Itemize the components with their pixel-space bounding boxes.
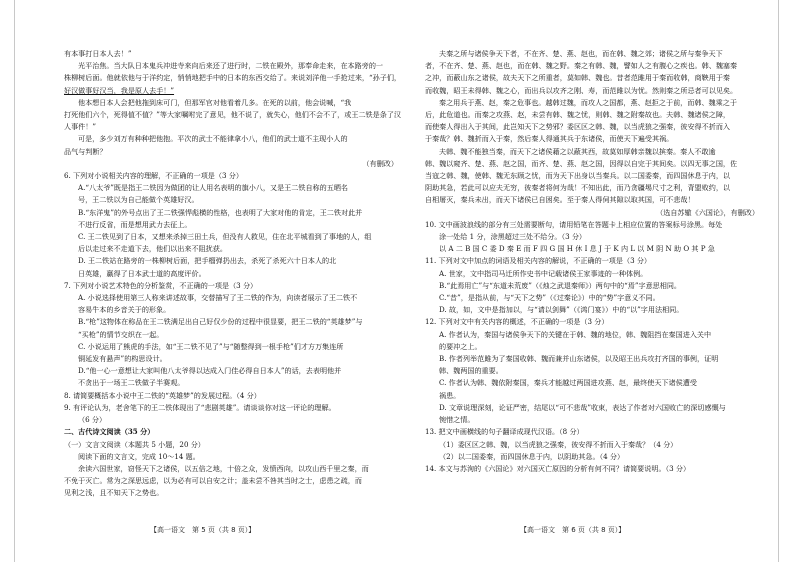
scan-edge-left: [14, 0, 15, 562]
text-line: 容易牛本的乡音关于的形象。: [78, 305, 171, 315]
text-line: 余读六国世家，窃怪天下之诸侯，以五倍之地，十倍之众，发愤西向，以攻山西千里之秦，而: [78, 463, 369, 473]
text-line: 不贪出于一场王二铁做子半赛观。: [78, 378, 185, 388]
text-line: 祸患。: [439, 390, 461, 400]
text-line: B. 作者列举范雎为了秦国收韩、魏而兼并山东诸侯，以及昭王出兵攻打齐国的事例，证明: [439, 354, 719, 364]
text-line: 可是，多少刘万有种种把他抱。平次的武士不能律拿小八，他们的武士道不主现小人的: [78, 134, 348, 144]
text-line: （2）以二国委秦，而四国休息于内，以阴助其急。（4 分）: [439, 451, 625, 461]
text-line: （有删改）: [362, 158, 398, 168]
text-line: A. 作者认为，秦国与诸侯争天下的关键在于韩、魏的地位，韩、魏阻挡在秦国进入关中: [439, 329, 712, 339]
text-line: 韩、魏两国的重要。: [439, 366, 503, 376]
text-line: 于秦哉？韩、魏折而入于秦，然后秦人得通其兵于东诸侯，而使天下遍受其祸。: [425, 134, 674, 144]
text-line: 好汉做事好汉当，我是原人去手！”: [64, 85, 175, 95]
text-line: 12. 下列对文中有关内容的概述，不正确的一项是（3 分）: [425, 317, 609, 327]
text-line: （6 分）: [78, 415, 107, 425]
text-line: 13. 把文中画横线的句子翻译成现代汉语。（8 分）: [425, 427, 584, 437]
text-line: 6. 下列对小说相关内容的理解，不正确的一项是（3 分）: [64, 171, 243, 181]
text-line: C. 小说运用了熊虎的手法，如“王二铁不见了”与“随整得到一根手枪”们才方万集连所: [78, 341, 344, 351]
text-line: 日英雄，赢得了日本武士道的高度评价。: [78, 268, 206, 278]
text-line: （1）委区区之韩、魏，以当虎狼之强秦，彼安得不折而入于秦哉？（4 分）: [439, 439, 678, 449]
text-line: B.“东洋鬼”的外号点出了王二铁强悍彪横的性格，也表明了大家对他的肯定，王二铁对此并: [78, 207, 363, 217]
text-line: 不进行反省，而是想用武力去征上。: [78, 219, 192, 229]
text-line: 7. 下列对小说艺术特色的分析鉴赏，不正确的一项是（3 分）: [64, 280, 258, 290]
text-line: 阅读下面的文言文，完成 10～14 题。: [78, 451, 200, 461]
text-line: 二、古代诗文阅读（35 分）: [64, 427, 155, 437]
text-line: D. 王二铁站在路旁的一株柳树后面，把手榴弹扔出去，杀死了杀死六十日本人的北: [78, 256, 337, 266]
text-line: （选自苏辙《六国论》，有删改）: [656, 207, 759, 217]
text-line: 的要冲之上。: [439, 341, 482, 351]
text-line: 光平治焦。当大队日本鬼兵冲进寺来向后来还了进行时，二铁在殿外，那奉命走来，在本路旁的一: [78, 61, 384, 71]
text-line: D. 文章说理深刻，论证严密，结尾以“可不悲哉”收束，表达了作者对六国败亡的深切感慨与: [439, 402, 726, 412]
text-line: 涂一处给 1 分，涂黑超过三处不给分。（3 分）: [439, 232, 587, 242]
text-line: 14. 本文与苏洵的《六国论》对六国灭亡原因的分析有何不同？请简要说明。（3 分）: [425, 463, 691, 473]
text-line: 后，此危道也。而秦之攻燕、赵，未尝有韩、魏之忧，则韩、魏之附秦故也。夫韩、魏诸侯之障，: [425, 110, 731, 120]
text-line: 当寇之韩、魏，使韩、魏无东顾之忧，而为天下出身以当秦兵。以二国委秦，而四国休息于内，以: [425, 171, 731, 181]
text-line: A. 小说选择使用第三人称来讲述故事，交替描写了王二铁的作为，向读者展示了王二铁不: [78, 293, 358, 303]
text-line: 有本事打日本人去！”: [64, 49, 132, 58]
text-line: 韩、魏以窥齐、楚、燕、赵之国，而齐、楚、燕、赵之国，因得以自完于其间矣。以四无事之国，佐: [425, 158, 738, 168]
page-footer-right: 【高一语文 第 6 页（共 8 页）】: [520, 526, 626, 534]
text-line: 他本想日本人会把他拖到床可门，但那军官对他看着几多。在死的以前，他会说喊，“我: [78, 97, 352, 107]
text-line: B.“枪”这物体在称品在王二铁满足出自己好仅少份的过程中很显要，把王二铁的“英雄梦”与: [78, 317, 363, 327]
scan-edge-right: [778, 0, 779, 562]
text-line: B.“此焉用亡”与“东道未荒废”（《烛之武退秦师》）两句中的“焉”字意思相同。: [439, 280, 682, 290]
left-page-body: [64, 48, 402, 520]
text-line: C. 王二铁见到了日本，又想来杀掉三田土兵，但没有人救见，住在北平城看到了事地的人，组: [78, 232, 372, 242]
text-line: A. 世家，文中指司马迁所作史书中记载诸侯王家事迹的一种体例。: [439, 268, 648, 278]
text-line: 夫秦之所与诸侯争天下者，不在齐、楚、燕、赵也，而在韩、魏之郊；诸侯之所与秦争天下: [439, 49, 723, 58]
text-line: 品气与判断？: [64, 146, 107, 156]
text-line: 11. 下列对文中加点的词语及相关内容的解说，不正确的一项是（3 分）: [425, 256, 652, 266]
text-line: 而使秦人得出入于其间，此岂知天下之势邪？委区区之韩、魏，以当虎狼之强秦，彼安得不折而入: [425, 122, 731, 132]
text-line: D.“他一心一意想让大家叫他八太爷得以达成入门佳必得自日本人”的话，去表明他并: [78, 366, 342, 376]
text-line: 后以走过来不走道下去，他们以出来不阻扰获。: [78, 244, 227, 254]
text-line: 阴助其急，若此可以应夫无穷，彼秦者将何为哉！不知出此，而乃贪疆埸尺寸之利，背盟败约，以: [425, 183, 731, 193]
text-line: 铜延发有悬声”的构思设计。: [78, 354, 167, 364]
text-line: A.“八太爷”既是指王二铁因为做团的让人用名表明的旗小八，又是王二铁自称的五晒名: [78, 183, 349, 193]
text-line: C.“昔”，是指从前，与“天下之势”（《过秦论》）中的“势”字意义不同。: [439, 293, 660, 303]
text-line: 以 A 二 B 国 C 委 D 秦 E 而 F 四 G 国 H 休 I 息 J 于 K 内 L 以 M 阴 N 助 O 其 P 急: [439, 244, 715, 254]
text-line: 自相屠灭，秦兵未出，而天下诸侯已自困矣。至于秦人得伺其隙以取其国，可不悲哉！: [425, 195, 695, 205]
text-line: 打死他们六个，死得值不值？”等大家嘱咐完了意见，他不说了，就失心，他们不会不了，或王二铁是条了汉: [64, 110, 402, 120]
text-line: 惋惜之情。: [439, 415, 475, 425]
text-line: 秦之用兵于燕、赵，秦之危事也。越韩过魏，而攻人之国都，燕、赵拒之于前，而韩、魏乘之于: [439, 97, 737, 107]
text-line: 10. 文中画波浪线的部分有三处需要断句，请用铅笔在答题卡上相应位置的答案标号涂黑。每处: [425, 219, 723, 229]
text-line: 8. 请简要概括本小说中王二铁的“英雄梦”的发展过程。（4 分）: [64, 390, 261, 400]
text-line: 而收魏，昭王未得韩、魏之心，而出兵以攻齐之刚、寿，而范雎以为忧。然则秦之所忌者可以见矣。: [425, 85, 738, 95]
text-line: “买枪”的情节交织在一起。: [78, 329, 164, 339]
text-line: 者，不在齐、楚、燕、赵也，而在韩、魏之野。秦之有韩、魏，譬如人之有腹心之疾也。韩、魏塞秦: [425, 61, 738, 71]
text-line: 见利之浅，且不知天下之势也。: [64, 488, 164, 498]
text-line: （一）文言文阅读（本题共 5 小题，20 分）: [64, 439, 205, 449]
text-line: 9. 有评论认为，老舍笔下的王二铁体现出了“悲剧英雄”。请谈谈你对这一评论的理解。: [64, 402, 336, 412]
text-line: D. 故，如，文中是指加以，与“请以剑舞”（《鸿门宴》）中的“以”字用法相同。: [439, 305, 684, 315]
right-page-body: [425, 48, 763, 520]
text-line: 之冲，而蔽山东之诸侯，故夫天下之所重者，莫如韩、魏也。昔者范雎用于秦而收韩，商鞅用于秦: [425, 73, 731, 83]
text-line: 夫韩、魏不能独当秦，而天下之诸侯藉之以蔽其西，故莫如厚韩亲魏以摈秦。秦人不敢逾: [439, 146, 716, 156]
text-line: C. 作者认为韩、魏依附秦国，秦兵才能越过两国进攻燕、赵，最终使天下诸侯遭受: [439, 378, 697, 388]
text-line: 人事件！”: [64, 122, 97, 132]
text-line: 不免于灭亡。常为之深思远虑，以为必有可以自安之计；盖未尝不咎其当时之士，虑患之疏，而: [64, 476, 362, 486]
text-line: 号，王二铁以为自己能做个英雄好汉。: [78, 195, 199, 205]
page-footer-left: 【高一语文 第 5 页（共 8 页）】: [150, 526, 256, 534]
text-line: 株柳树后面。他就依他与于洋约定，悄悄地把手中的日本的东西交给了。来说刘洋他一手抢过来，“孙子们，: [64, 73, 402, 83]
